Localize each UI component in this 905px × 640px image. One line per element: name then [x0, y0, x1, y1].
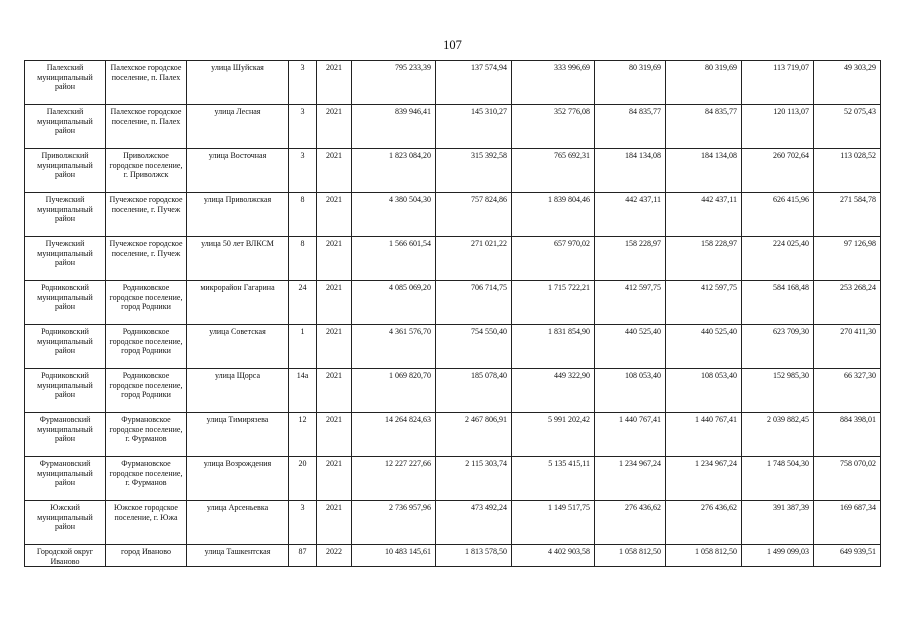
cell-cost-part-6: 884 398,01: [814, 413, 881, 457]
cell-settlement: Пучежское городское поселение, г. Пучеж: [106, 237, 187, 281]
cell-year: 2021: [317, 237, 352, 281]
table-row: [25, 457, 881, 501]
cell-municipality: Родниковский муниципальный район: [25, 369, 106, 413]
cell-street: улица Лесная: [187, 105, 289, 149]
cell-house-number: 1: [289, 325, 317, 369]
cell-house-number: 24: [289, 281, 317, 325]
cell-cost-part-5: 623 709,30: [742, 325, 814, 369]
cell-cost-part-6: 66 327,30: [814, 369, 881, 413]
table-row: [25, 325, 881, 369]
cell-cost-part-3: 108 053,40: [595, 369, 666, 413]
cell-cost-part-1: 185 078,40: [436, 369, 512, 413]
cell-cost-part-3: 84 835,77: [595, 105, 666, 149]
cell-settlement: Фурмановское городское поселение, г. Фурманов: [106, 457, 187, 501]
cell-year: 2021: [317, 369, 352, 413]
cell-cost-part-3: 412 597,75: [595, 281, 666, 325]
cell-municipality: Палехский муниципальный район: [25, 61, 106, 105]
cell-municipality: Родниковский муниципальный район: [25, 325, 106, 369]
cell-cost-part-2: 5 991 202,42: [512, 413, 595, 457]
cell-cost-part-2: 449 322,90: [512, 369, 595, 413]
cell-year: 2021: [317, 61, 352, 105]
cell-cost-part-1: 473 492,24: [436, 501, 512, 545]
cell-municipality: Приволжский муниципальный район: [25, 149, 106, 193]
cell-year: 2021: [317, 413, 352, 457]
cell-cost-part-3: 440 525,40: [595, 325, 666, 369]
cell-cost-part-6: 49 303,29: [814, 61, 881, 105]
cell-settlement: Фурмановское городское поселение, г. Фурманов: [106, 413, 187, 457]
cell-total-cost: 795 233,39: [352, 61, 436, 105]
table-row: [25, 413, 881, 457]
cell-cost-part-3: 1 440 767,41: [595, 413, 666, 457]
cell-year: 2022: [317, 545, 352, 567]
cell-settlement: Приволжское городское поселение, г. Приволжск: [106, 149, 187, 193]
cell-cost-part-2: 1 149 517,75: [512, 501, 595, 545]
cell-cost-part-4: 84 835,77: [666, 105, 742, 149]
cell-cost-part-1: 2 115 303,74: [436, 457, 512, 501]
cell-house-number: 3: [289, 501, 317, 545]
cell-cost-part-6: 113 028,52: [814, 149, 881, 193]
cell-street: улица Тимирязева: [187, 413, 289, 457]
cell-cost-part-2: 1 715 722,21: [512, 281, 595, 325]
cell-total-cost: 12 227 227,66: [352, 457, 436, 501]
cell-settlement: Палехское городское поселение, п. Палех: [106, 61, 187, 105]
cell-cost-part-5: 1 499 099,03: [742, 545, 814, 567]
cell-cost-part-5: 391 387,39: [742, 501, 814, 545]
cell-cost-part-6: 169 687,34: [814, 501, 881, 545]
cell-cost-part-3: 442 437,11: [595, 193, 666, 237]
cell-total-cost: 1 823 084,20: [352, 149, 436, 193]
cell-cost-part-5: 224 025,40: [742, 237, 814, 281]
cell-settlement: Родниковское городское поселение, город Родники: [106, 281, 187, 325]
cell-cost-part-5: 113 719,07: [742, 61, 814, 105]
cell-total-cost: 4 361 576,70: [352, 325, 436, 369]
cell-cost-part-5: 2 039 882,45: [742, 413, 814, 457]
cell-cost-part-3: 1 234 967,24: [595, 457, 666, 501]
cell-cost-part-2: 765 692,31: [512, 149, 595, 193]
cell-cost-part-4: 440 525,40: [666, 325, 742, 369]
cell-house-number: 20: [289, 457, 317, 501]
table-row: [25, 237, 881, 281]
cell-total-cost: 4 380 504,30: [352, 193, 436, 237]
cell-cost-part-1: 145 310,27: [436, 105, 512, 149]
cell-cost-part-4: 108 053,40: [666, 369, 742, 413]
cell-total-cost: 10 483 145,61: [352, 545, 436, 567]
cell-municipality: Пучежский муниципальный район: [25, 237, 106, 281]
table-row: [25, 193, 881, 237]
table-row: [25, 61, 881, 105]
cell-municipality: Южский муниципальный район: [25, 501, 106, 545]
cell-cost-part-1: 754 550,40: [436, 325, 512, 369]
cell-settlement: Палехское городское поселение, п. Палех: [106, 105, 187, 149]
cell-cost-part-4: 1 234 967,24: [666, 457, 742, 501]
cell-year: 2021: [317, 325, 352, 369]
cell-cost-part-2: 352 776,08: [512, 105, 595, 149]
table-row: [25, 105, 881, 149]
cell-municipality: Городской округ Иваново: [25, 545, 106, 567]
cell-cost-part-1: 757 824,86: [436, 193, 512, 237]
cell-street: улица Ташкентская: [187, 545, 289, 567]
cell-cost-part-2: 1 839 804,46: [512, 193, 595, 237]
cell-house-number: 8: [289, 237, 317, 281]
cell-cost-part-3: 1 058 812,50: [595, 545, 666, 567]
cell-year: 2021: [317, 457, 352, 501]
cell-street: микрорайон Гагарина: [187, 281, 289, 325]
cell-settlement: Родниковское городское поселение, город Родники: [106, 325, 187, 369]
cell-total-cost: 14 264 824,63: [352, 413, 436, 457]
cell-street: улица Арсеньевка: [187, 501, 289, 545]
cell-cost-part-4: 442 437,11: [666, 193, 742, 237]
cell-municipality: Фурмановский муниципальный район: [25, 457, 106, 501]
cell-cost-part-4: 80 319,69: [666, 61, 742, 105]
cell-cost-part-2: 1 831 854,90: [512, 325, 595, 369]
cell-total-cost: 1 069 820,70: [352, 369, 436, 413]
cell-cost-part-3: 158 228,97: [595, 237, 666, 281]
cell-total-cost: 1 566 601,54: [352, 237, 436, 281]
cell-cost-part-3: 184 134,08: [595, 149, 666, 193]
table-row: [25, 501, 881, 545]
cell-cost-part-6: 52 075,43: [814, 105, 881, 149]
cell-cost-part-1: 706 714,75: [436, 281, 512, 325]
cell-settlement: Южское городское поселение, г. Южа: [106, 501, 187, 545]
cell-total-cost: 839 946,41: [352, 105, 436, 149]
cell-cost-part-1: 315 392,58: [436, 149, 512, 193]
cell-street: улица Восточная: [187, 149, 289, 193]
cell-cost-part-6: 253 268,24: [814, 281, 881, 325]
cell-cost-part-1: 2 467 806,91: [436, 413, 512, 457]
cell-year: 2021: [317, 501, 352, 545]
cell-municipality: Родниковский муниципальный район: [25, 281, 106, 325]
cell-cost-part-5: 584 168,48: [742, 281, 814, 325]
cell-cost-part-2: 333 996,69: [512, 61, 595, 105]
cell-municipality: Пучежский муниципальный район: [25, 193, 106, 237]
cell-street: улица Приволжская: [187, 193, 289, 237]
cell-cost-part-4: 1 058 812,50: [666, 545, 742, 567]
cell-cost-part-6: 97 126,98: [814, 237, 881, 281]
cell-cost-part-1: 271 021,22: [436, 237, 512, 281]
cell-cost-part-6: 271 584,78: [814, 193, 881, 237]
cell-house-number: 8: [289, 193, 317, 237]
cell-house-number: 14а: [289, 369, 317, 413]
cell-cost-part-6: 758 070,02: [814, 457, 881, 501]
cell-cost-part-5: 626 415,96: [742, 193, 814, 237]
cell-street: улица 50 лет ВЛКСМ: [187, 237, 289, 281]
cell-house-number: 3: [289, 61, 317, 105]
cell-house-number: 3: [289, 149, 317, 193]
cell-year: 2021: [317, 149, 352, 193]
cell-street: улица Шуйская: [187, 61, 289, 105]
cell-cost-part-1: 1 813 578,50: [436, 545, 512, 567]
cell-total-cost: 4 085 069,20: [352, 281, 436, 325]
cell-cost-part-3: 80 319,69: [595, 61, 666, 105]
cell-cost-part-6: 649 939,51: [814, 545, 881, 567]
cell-cost-part-4: 276 436,62: [666, 501, 742, 545]
table-row: [25, 149, 881, 193]
cell-municipality: Фурмановский муниципальный район: [25, 413, 106, 457]
cell-cost-part-2: 4 402 903,58: [512, 545, 595, 567]
cell-street: улица Советская: [187, 325, 289, 369]
register-table: [24, 60, 881, 567]
table-body: [25, 61, 881, 567]
table-row: [25, 281, 881, 325]
cell-municipality: Палехский муниципальный район: [25, 105, 106, 149]
cell-year: 2021: [317, 281, 352, 325]
page-number: 107: [443, 38, 462, 52]
cell-house-number: 87: [289, 545, 317, 567]
cell-house-number: 12: [289, 413, 317, 457]
cell-cost-part-5: 1 748 504,30: [742, 457, 814, 501]
cell-house-number: 3: [289, 105, 317, 149]
cell-settlement: Родниковское городское поселение, город Родники: [106, 369, 187, 413]
cell-cost-part-4: 158 228,97: [666, 237, 742, 281]
cell-cost-part-5: 120 113,07: [742, 105, 814, 149]
cell-cost-part-5: 152 985,30: [742, 369, 814, 413]
cell-cost-part-5: 260 702,64: [742, 149, 814, 193]
cell-settlement: город Иваново: [106, 545, 187, 567]
cell-cost-part-1: 137 574,94: [436, 61, 512, 105]
cell-total-cost: 2 736 957,96: [352, 501, 436, 545]
cell-cost-part-4: 184 134,08: [666, 149, 742, 193]
cell-cost-part-3: 276 436,62: [595, 501, 666, 545]
table-row: [25, 369, 881, 413]
cell-cost-part-2: 5 135 415,11: [512, 457, 595, 501]
cell-cost-part-4: 1 440 767,41: [666, 413, 742, 457]
cell-cost-part-4: 412 597,75: [666, 281, 742, 325]
cell-cost-part-6: 270 411,30: [814, 325, 881, 369]
cell-settlement: Пучежское городское поселение, г. Пучеж: [106, 193, 187, 237]
cell-street: улица Возрождения: [187, 457, 289, 501]
cell-cost-part-2: 657 970,02: [512, 237, 595, 281]
cell-year: 2021: [317, 193, 352, 237]
cell-year: 2021: [317, 105, 352, 149]
cell-street: улица Щорса: [187, 369, 289, 413]
table-row: [25, 545, 881, 567]
